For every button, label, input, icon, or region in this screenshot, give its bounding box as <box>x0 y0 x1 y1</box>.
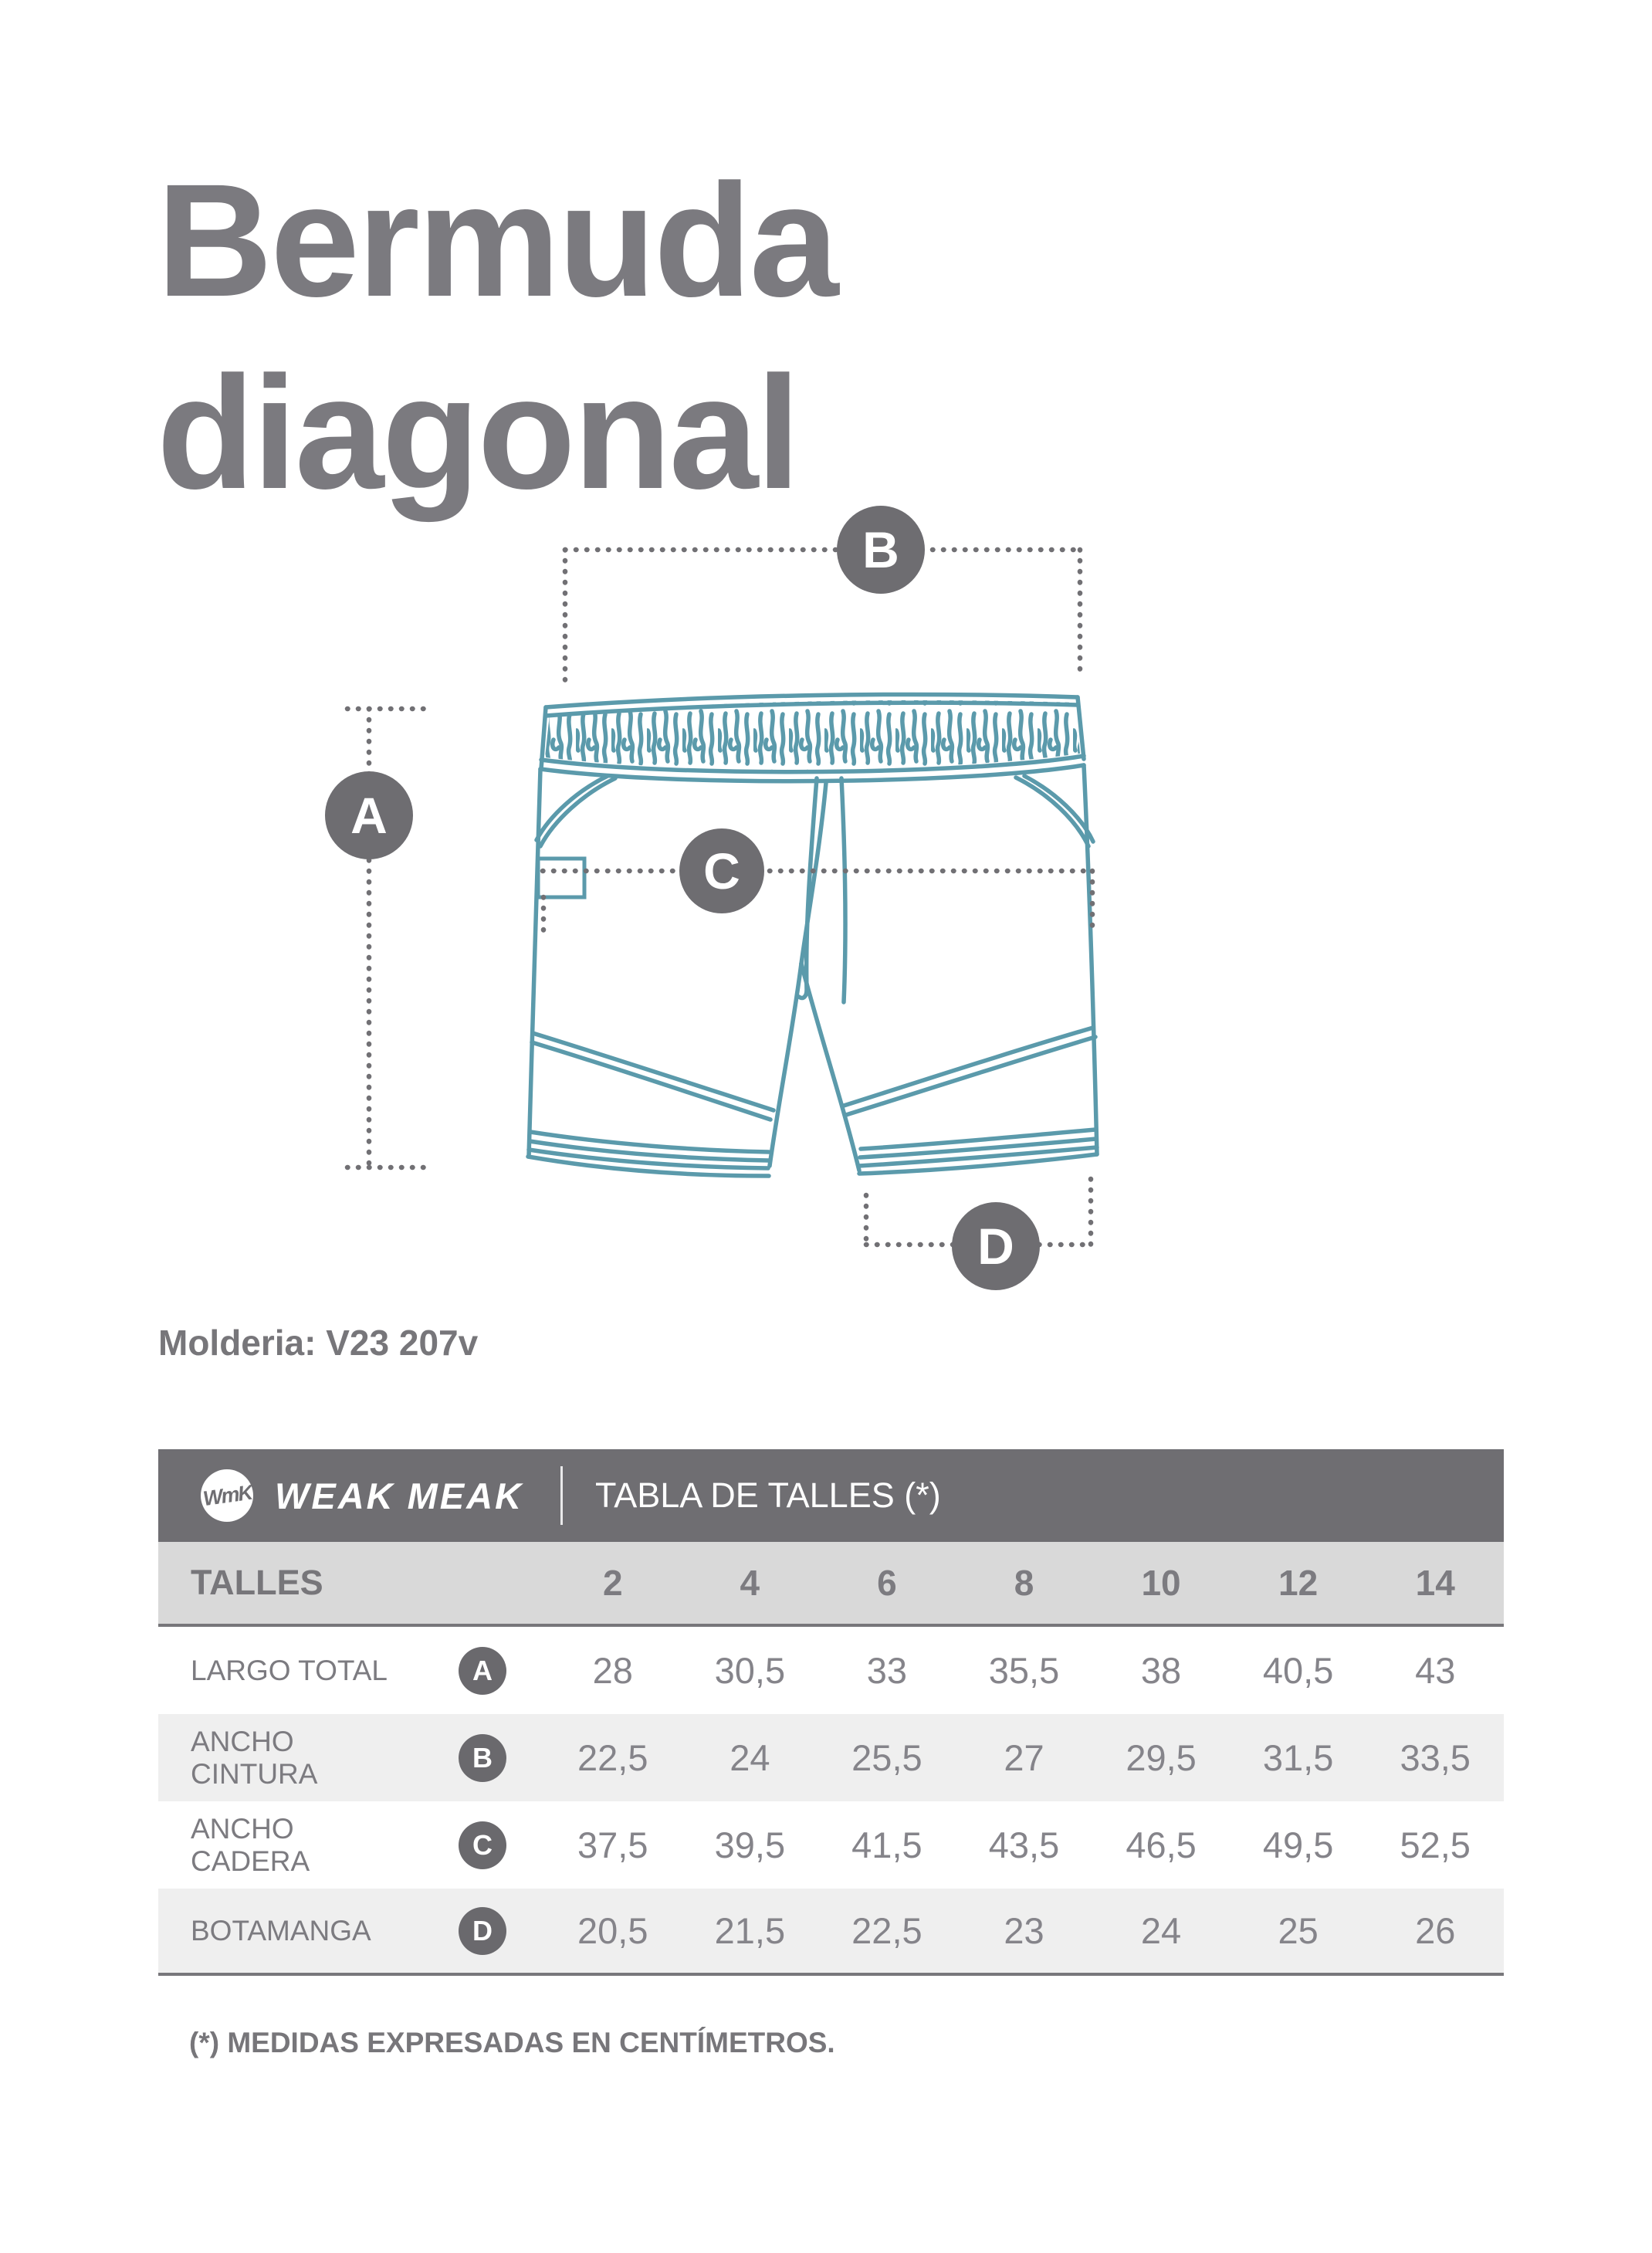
table-row-botamanga <box>158 1889 1504 1976</box>
cell-value: 46,5 <box>1126 1824 1197 1865</box>
size-column-header: 6 <box>877 1563 897 1603</box>
brand-name: WEAK MEAK <box>275 1475 524 1516</box>
size-table-header <box>158 1449 1504 1542</box>
row-label: BOTAMANGA <box>191 1914 371 1946</box>
cell-value: 31,5 <box>1262 1737 1334 1778</box>
marker-b-letter: B <box>862 521 899 578</box>
row-label: ANCHO CADERA <box>191 1812 310 1877</box>
cell-value: 40,5 <box>1262 1650 1334 1691</box>
cell-value: 37,5 <box>577 1824 648 1865</box>
size-column-header: 8 <box>1014 1563 1034 1603</box>
marker-d <box>952 1202 1040 1290</box>
side-tab <box>538 859 584 897</box>
marker-d-letter: D <box>977 1218 1014 1275</box>
table-row-ancho-cintura <box>158 1714 1504 1801</box>
marker-a-letter: A <box>350 787 388 844</box>
cell-value: 33,5 <box>1400 1737 1471 1778</box>
molderia-reference: Molderia: V23 207v <box>158 1323 479 1363</box>
cell-value: 43 <box>1415 1650 1456 1691</box>
row-marker-a: A <box>459 1647 506 1695</box>
table-row-largo-total <box>158 1627 1504 1714</box>
table-row-ancho-cadera <box>158 1801 1504 1889</box>
size-column-header: 2 <box>602 1563 623 1603</box>
cell-value: 52,5 <box>1400 1824 1471 1865</box>
cell-value: 24 <box>1140 1910 1182 1951</box>
cell-value: 43,5 <box>988 1824 1060 1865</box>
header-divider <box>560 1466 563 1525</box>
size-column-header: 4 <box>740 1563 760 1603</box>
sizes-header-row <box>158 1542 1504 1627</box>
size-column-header: 14 <box>1415 1563 1455 1603</box>
table-title: TABLA DE TALLES (*) <box>595 1475 941 1515</box>
row-marker-c: C <box>459 1821 506 1869</box>
sizes-header-label: TALLES <box>191 1563 323 1602</box>
cell-value: 24 <box>730 1737 770 1778</box>
cell-value: 25,5 <box>851 1737 922 1778</box>
measurements-footnote: (*) MEDIDAS EXPRESADAS EN CENTÍMETROS. <box>189 2027 835 2058</box>
size-column-header: 12 <box>1278 1563 1319 1603</box>
waistband-elastic-texture <box>545 700 1080 769</box>
cell-value: 22,5 <box>851 1910 922 1951</box>
cell-value: 41,5 <box>851 1824 922 1865</box>
cell-value: 25 <box>1278 1910 1319 1951</box>
cell-value: 29,5 <box>1126 1737 1197 1778</box>
row-marker-d: D <box>459 1907 506 1955</box>
row-label: LARGO TOTAL <box>191 1654 388 1686</box>
marker-b <box>837 506 925 594</box>
row-marker-b: B <box>459 1734 506 1782</box>
marker-c-letter: C <box>703 842 740 900</box>
cell-value: 26 <box>1415 1910 1456 1951</box>
cell-value: 39,5 <box>714 1824 786 1865</box>
cell-value: 38 <box>1140 1650 1182 1691</box>
size-table <box>158 1449 1504 1976</box>
cell-value: 28 <box>592 1650 633 1691</box>
cell-value: 22,5 <box>577 1737 648 1778</box>
cell-value: 35,5 <box>988 1650 1060 1691</box>
page-title-line2: diagonal <box>157 344 799 523</box>
row-label: ANCHO CINTURA <box>191 1725 318 1790</box>
cell-value: 49,5 <box>1262 1824 1334 1865</box>
cell-value: 27 <box>1004 1737 1044 1778</box>
cell-value: 33 <box>866 1650 908 1691</box>
brand-monogram: WmK <box>201 1480 253 1510</box>
cell-value: 20,5 <box>577 1910 648 1951</box>
cell-value: 23 <box>1004 1910 1044 1951</box>
cell-value: 21,5 <box>714 1910 786 1951</box>
cell-value: 30,5 <box>714 1650 786 1691</box>
marker-a <box>325 771 413 859</box>
marker-c <box>679 828 764 913</box>
brand-logo-icon <box>201 1469 253 1522</box>
page-title-line1: Bermuda <box>157 151 837 330</box>
size-column-header: 10 <box>1141 1563 1181 1603</box>
